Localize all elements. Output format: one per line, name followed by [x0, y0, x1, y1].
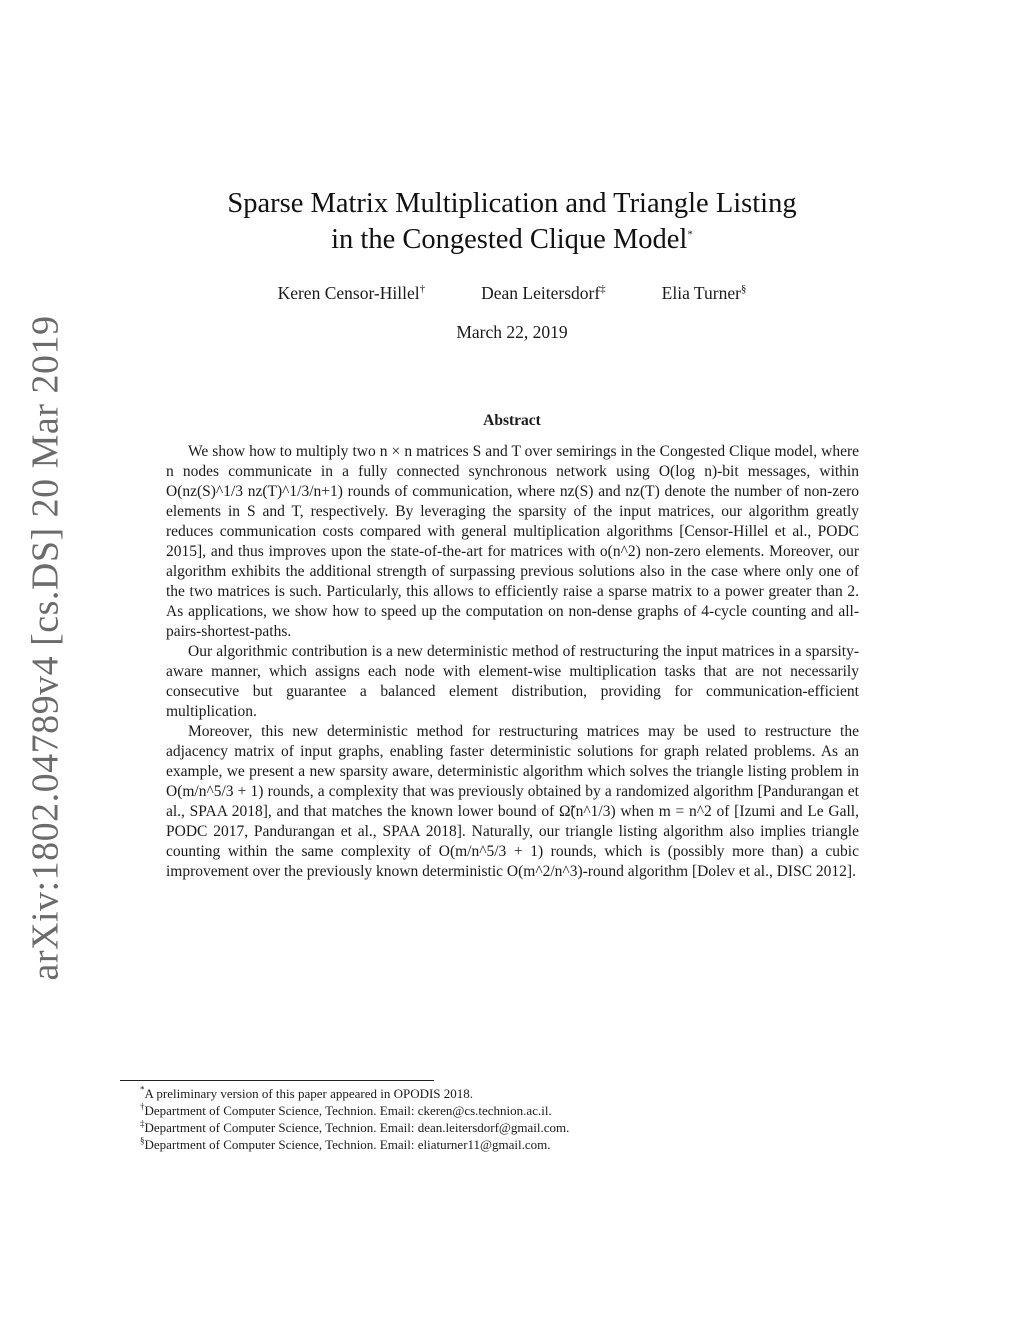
author: Keren Censor-Hillel† — [277, 283, 426, 303]
abstract-body — [166, 442, 859, 882]
title-line-1: Sparse Matrix Multiplication and Triangle Listing — [227, 188, 797, 219]
abstract-paragraph: Moreover, this new deterministic method for restructuring matrices may be used to restructure the adjacency matrix of input graphs, enabling faster deterministic solutions for graph related problems. As an example, we present a new sparsity aware, deterministic algorithm which solves the triangle listing problem in O(m/n^5/3 + 1) rounds, a complexity that was previously obtained by a randomized algorithm [Pandurangan et al., SPAA 2018], and that matches the known lower bound of Ω̃(n^1/3) when m = n^2 of [Izumi and Le Gall, PODC 2017, Pandurangan et al., SPAA 2018]. Naturally, our triangle listing algorithm also implies triangle counting within the same complexity of O(m/n^5/3 + 1) rounds, which is (possibly more than) a cubic improvement over the previously known deterministic O(m^2/n^3)-round algorithm [Dolev et al., DISC 2012]. — [166, 723, 859, 880]
paper-title — [150, 186, 874, 258]
title-footnote-mark: * — [687, 228, 693, 241]
abstract-heading: Abstract — [483, 412, 541, 429]
arxiv-identifier — [22, 315, 68, 980]
footnote: §Department of Computer Science, Technion. Email: eliaturner11@gmail.com. — [140, 1135, 551, 1152]
title-line-2: in the Congested Clique Model — [331, 224, 688, 255]
footnote: †Department of Computer Science, Technion. Email: ckeren@cs.technion.ac.il. — [140, 1101, 552, 1118]
footnote: ‡Department of Computer Science, Technion. Email: dean.leitersdorf@gmail.com. — [140, 1118, 570, 1135]
author: Dean Leitersdorf‡ — [481, 283, 606, 303]
arxiv-identifier-text: arXiv:1802.04789v4 [cs.DS] 20 Mar 2019 — [24, 315, 66, 980]
abstract-paragraph: Our algorithmic contribution is a new deterministic method of restructuring the input matrices in a sparsity-aware manner, which assigns each node with element-wise multiplication tasks that are not necessarily consecutive but guarantee a balanced element distribution, providing for communication-efficient multiplication. — [166, 643, 859, 720]
footnotes — [140, 1085, 880, 1153]
footnote-divider — [120, 1080, 434, 1081]
abstract-paragraph: We show how to multiply two n × n matrices S and T over semirings in the Congested Clique model, where n nodes communicate in a fully connected synchronous network using O(log n)-bit messages, within O(nz(S)^1/3 nz(T)^1/3/n+1) rounds of communication, where nz(S) and nz(T) denote the number of non-zero elements in S and T, respectively. By leveraging the sparsity of the input matrices, our algorithm greatly reduces communication costs compared with general multiplication algorithms [Censor-Hillel et al., PODC 2015], and thus improves upon the state-of-the-art for matrices with o(n^2) non-zero elements. Moreover, our algorithm exhibits the additional strength of surpassing previous solutions also in the case where only one of the two matrices is such. Particularly, this allows to efficiently raise a sparse matrix to a power greater than 2. As applications, we show how to speed up the computation on non-dense graphs of 4-cycle counting and all-pairs-shortest-paths. — [166, 443, 859, 640]
footnote: *A preliminary version of this paper appeared in OPODIS 2018. — [140, 1084, 474, 1101]
author-list — [150, 283, 874, 304]
paper-date: March 22, 2019 — [456, 322, 568, 342]
author: Elia Turner§ — [661, 283, 747, 303]
